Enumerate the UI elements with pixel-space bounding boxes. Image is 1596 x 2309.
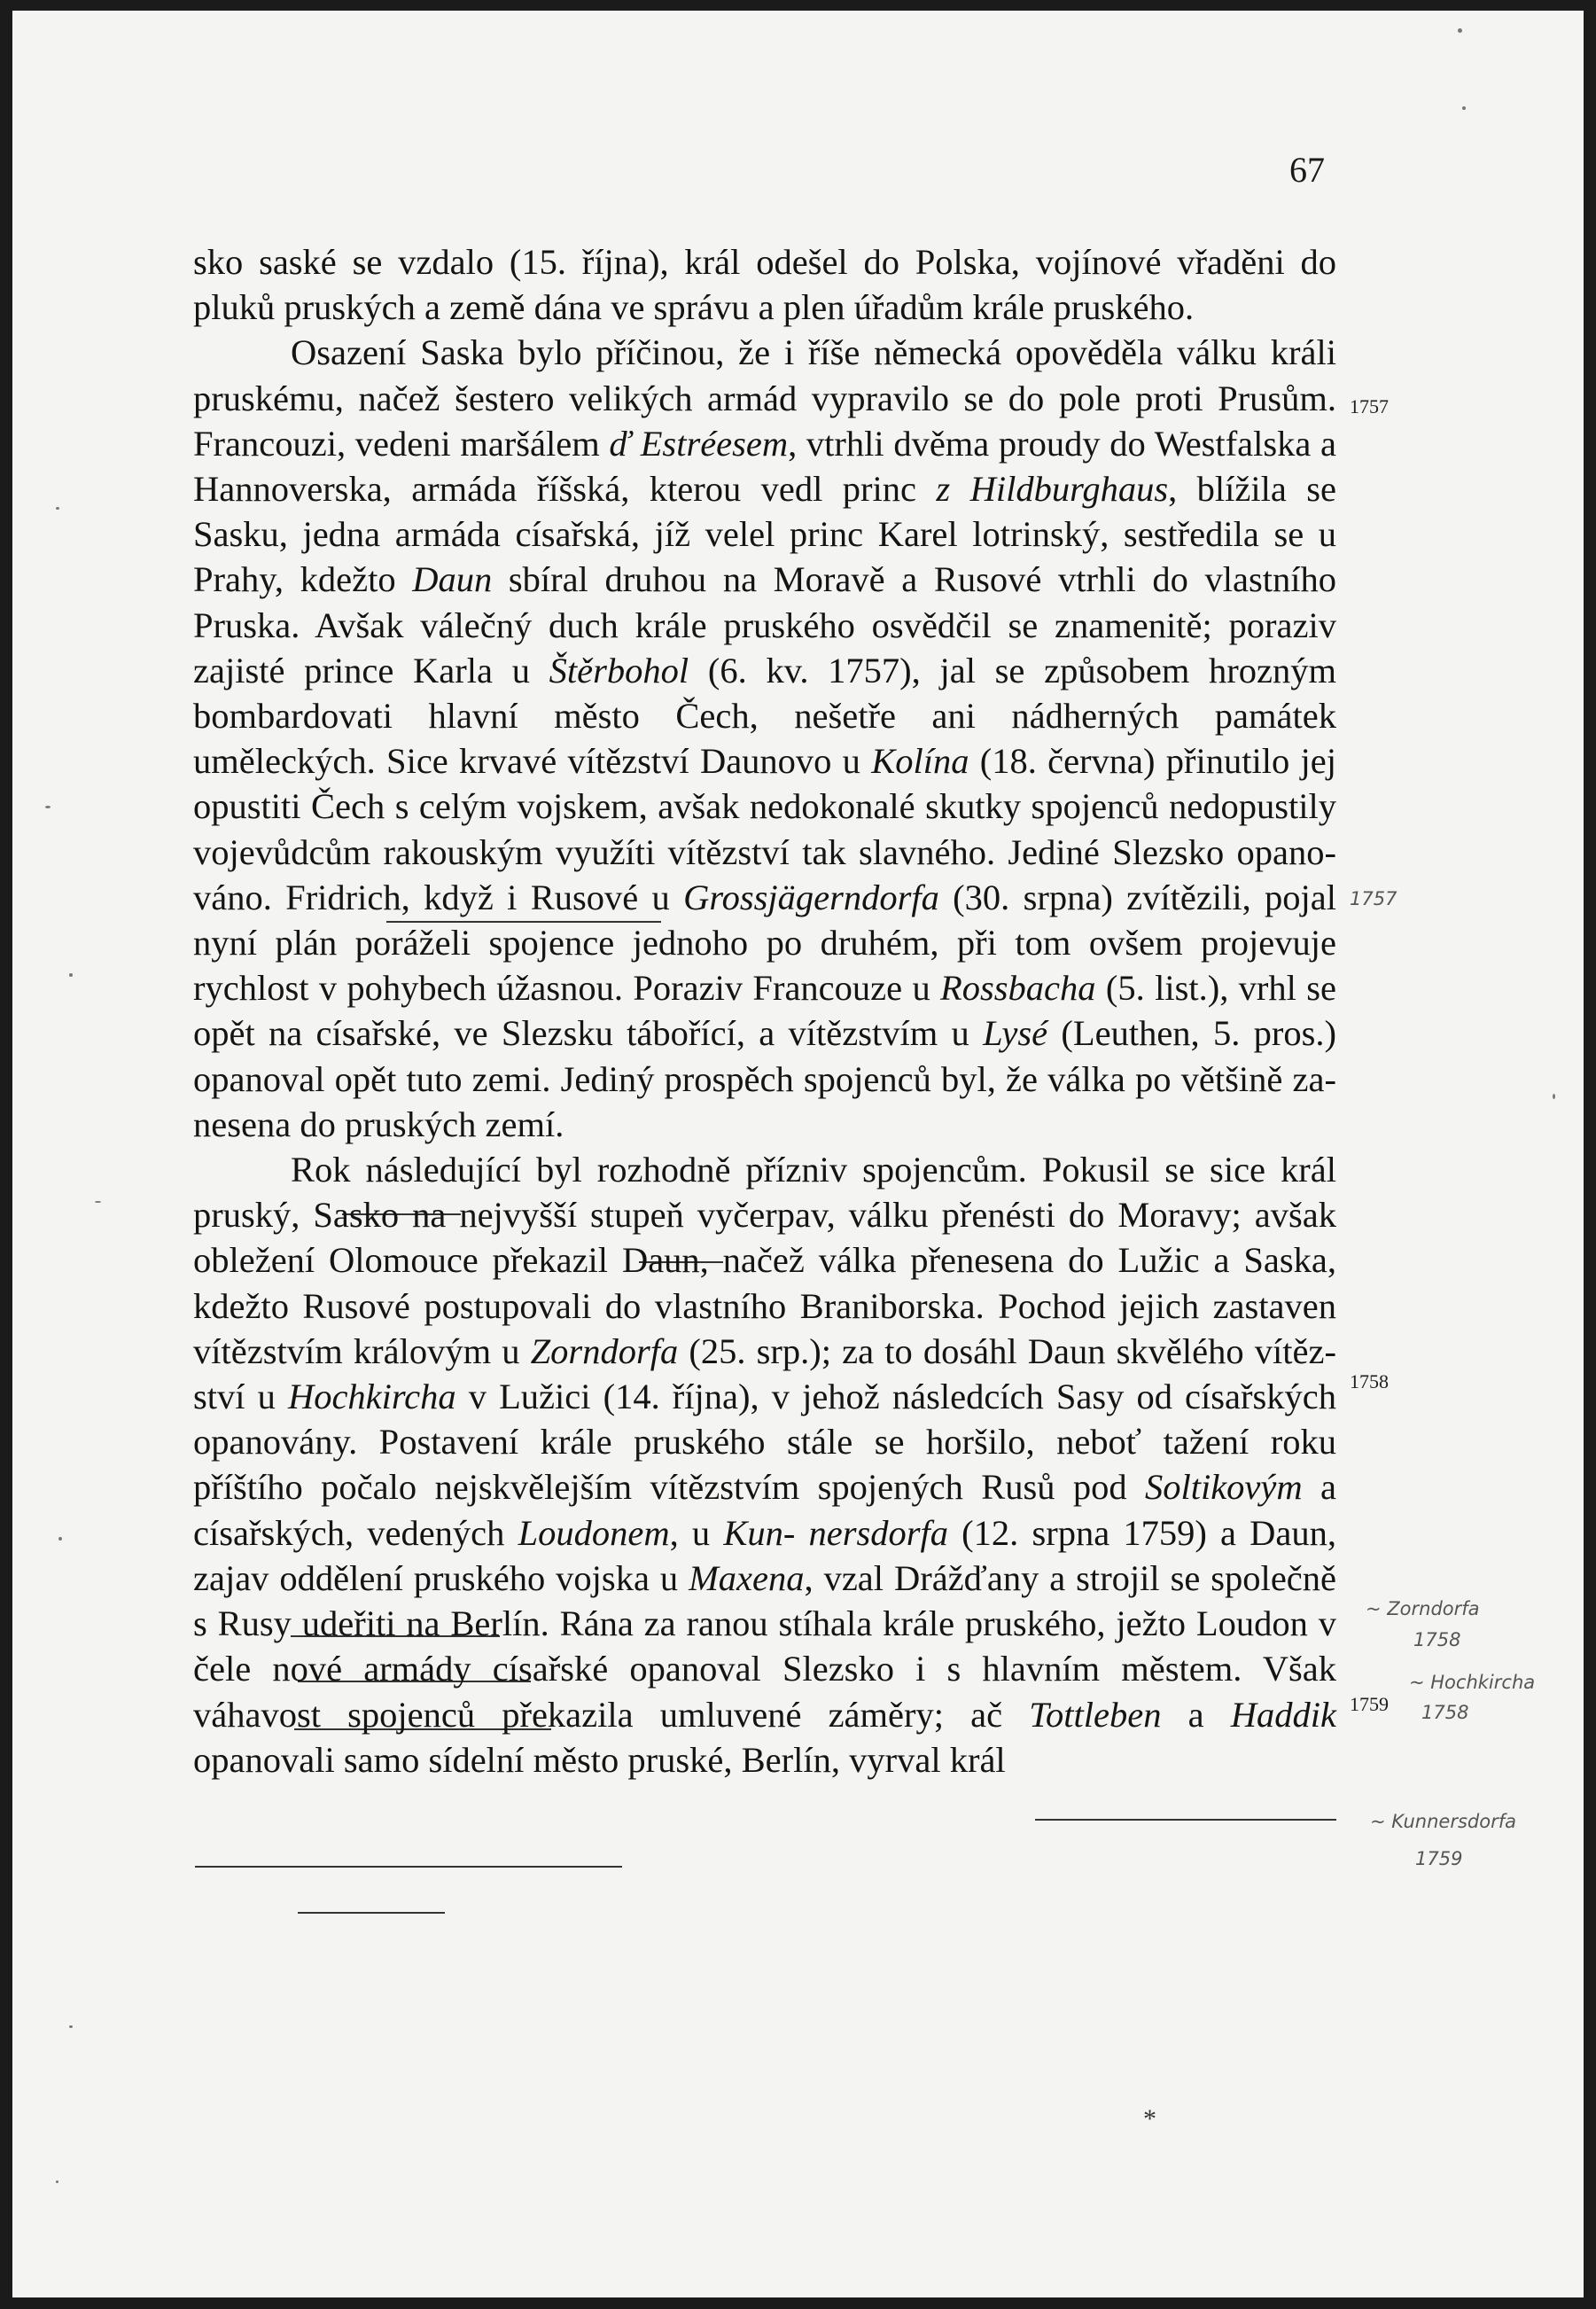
pencil-underline bbox=[298, 1912, 445, 1914]
dust-speck bbox=[69, 2025, 73, 2028]
paragraph: Osazení Saska bylo příčinou, že i říše německá opověděla válku králi pruskému, načež šestero velikých armád vypravilo se do pole proti Prusům. Francouzi, vedeni maršálem ď Estréesem, vtrhli dvěma proudy do Westfalska a Hannoverska, armáda říšská, kterou vedl princ z Hildburghaus, blížila se Sasku, jedna armáda císařská, jíž velel princ Karel lotrinský, sestředila se u Prahy, kdežto Daun sbíral druhou na Moravě a Rusové vtrhli do vlastního Pruska. Avšak válečný duch krále pruského osvědčil se znamenitě; poraziv zajisté prince Karla u Štěrbohol (6. kv. 1757), jal se způsobem hrozným bombardovati hlavní město Čech, nešetře ani nádherných památek uměleckých. Sice krvavé vítězství Daunovo u Kolína (18. června) přinutilo jej opustiti Čech s celým vojskem, avšak nedokonalé skutky spojenců nedopustily vojevůdcům rakouským využíti vítězství tak slavného. Jediné Slezsko opanováno. Fridrich, když i Rusové u Grossjägerndorfa (30. srpna) zvítězili, pojal nyní plán poráželi spojence jednoho po druhém, při tom ovšem projevuje rychlost v pohybech úžasnou. Poraziv Francouze u Rossbacha (5. list.), vrhl se opět na císařské, ve Slezsku tábořící, a vítězstvím u Lysé (Leuthen, 5. pros.) opanoval opět tuto zemi. Jediný prospěch spojenců byl, že válka po většině zanesena do pruských zemí. bbox=[193, 332, 1337, 1144]
dust-speck bbox=[58, 1537, 62, 1541]
pencil-underline bbox=[1035, 1819, 1336, 1821]
pencil-underline bbox=[195, 1866, 622, 1868]
footer-signature-mark: * bbox=[1143, 2104, 1156, 2133]
dust-speck bbox=[1458, 28, 1462, 33]
pencil-note: ~ Kunnersdorfa bbox=[1370, 1811, 1516, 1832]
pencil-note: 1757 bbox=[1350, 888, 1397, 909]
dust-speck bbox=[1462, 106, 1466, 110]
margin-year: 1757 bbox=[1350, 395, 1389, 417]
margin-year: 1758 bbox=[1350, 1370, 1389, 1392]
dust-speck bbox=[1553, 1094, 1555, 1099]
page-number: 67 bbox=[1289, 150, 1325, 190]
pencil-note: 1758 bbox=[1413, 1629, 1461, 1650]
dust-speck bbox=[95, 1201, 101, 1203]
dust-speck bbox=[56, 2180, 58, 2183]
dust-speck bbox=[56, 507, 59, 510]
paragraph: Rok následující byl rozhodně přízniv spojencům. Pokusil se sice král pruský, Sasko na nejvyšší stupeň vyčerpav, válku přenésti do Moravy; avšak obležení Olomouce překazil Daun, načež válka přenesena do Lužic a Saska, kdežto Rusové postupovali do vlastního Braniborska. Pochod jejich zastaven vítězstvím královým u Zorndorfa (25. srp.); za to dosáhl Daun skvělého vítězství u Hochkircha v Lužici (14. října), v jehož následcích Sasy od císařských opanovány. Postavení krále pruského stále se horšilo, neboť tažení roku příštího počalo nejskvělejším vítězstvím spojených Rusů pod Soltikovým a císařských, vedených Loudonem, u Kun- nersdorfa (12. srpna 1759) a Daun, zajav oddělení pruského vojska u Maxena, vzal Drážďany a strojil se společně s Rusy udeřiti na Berlín. Rána za ranou stíhala krále pruského, ježto Loudon v čele nové armády císařské opanoval Slezsko i s hlavním městem. Však váhavost spojenců překazila umluvené záměry; ač Tottleben a Haddik opanovali samo sídelní město pruské, Berlín, vyrval král bbox=[193, 1150, 1336, 1780]
pencil-note: ~ Hochkircha bbox=[1409, 1672, 1536, 1693]
paragraph: sko saské se vzdalo (15. října), král odešel do Polska, vojínové vřaděni do pluků pruských a země dána ve správu a plen úřadům krále pruského. bbox=[193, 242, 1336, 328]
pencil-note: ~ Zorndorfa bbox=[1366, 1598, 1480, 1619]
body-text bbox=[193, 239, 1336, 1782]
dust-speck bbox=[69, 973, 73, 977]
margin-year: 1759 bbox=[1350, 1693, 1389, 1715]
dust-speck bbox=[45, 806, 51, 808]
pencil-note: 1758 bbox=[1421, 1702, 1469, 1723]
pencil-note: 1759 bbox=[1415, 1848, 1463, 1869]
